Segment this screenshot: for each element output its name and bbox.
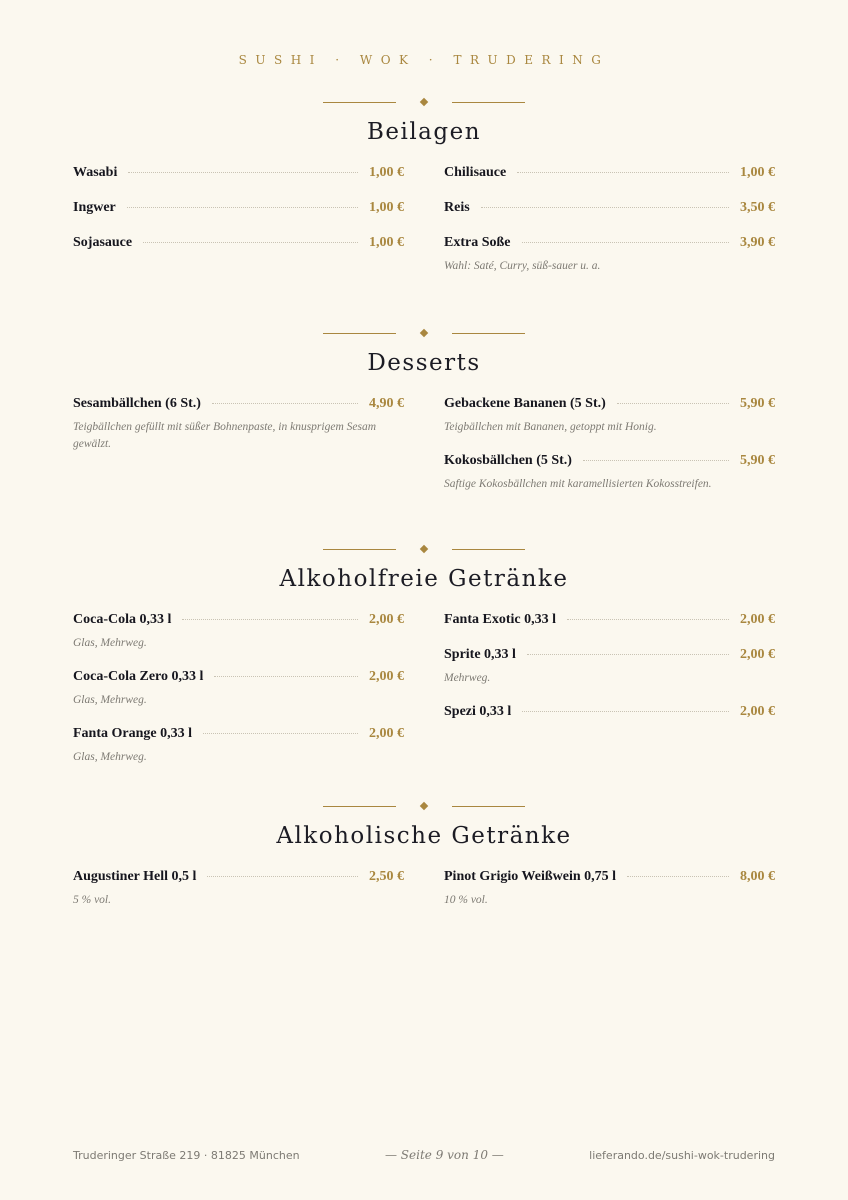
- menu-item-name: Chilisauce: [444, 165, 507, 180]
- footer-address: Truderinger Straße 219 · 81825 München: [73, 1148, 300, 1162]
- menu-column-right: [444, 869, 775, 926]
- menu-item-price: 8,00 €: [740, 869, 775, 884]
- menu-item-name: Coca-Cola 0,33 l: [73, 612, 172, 627]
- menu-item-name: Sojasauce: [73, 235, 133, 250]
- menu-item-price: 5,90 €: [740, 453, 775, 468]
- divider-line-left: [323, 806, 396, 807]
- menu-item-name: Pinot Grigio Weißwein 0,75 l: [444, 869, 617, 884]
- section-divider-ornament: [0, 328, 848, 340]
- menu-item: [444, 165, 775, 183]
- menu-item: [73, 669, 404, 709]
- menu-item-row: [444, 453, 775, 471]
- menu-item-row: [444, 235, 775, 253]
- menu-section: [0, 544, 848, 812]
- section-divider-ornament: [0, 801, 848, 813]
- dotted-leader: [522, 242, 730, 243]
- menu-item-name: Augustiner Hell 0,5 l: [73, 869, 197, 884]
- menu-item-price: 2,00 €: [369, 726, 404, 741]
- menu-item-description: Wahl: Saté, Curry, süß-sauer u. a.: [444, 260, 601, 272]
- divider-line-left: [323, 549, 396, 550]
- brand-name: SUSHI · WOK · TRUDERING: [238, 53, 610, 67]
- menu-item-price: 5,90 €: [740, 396, 775, 411]
- menu-item-description: Saftige Kokosbällchen mit karamellisierten Kokosstreifen.: [444, 478, 712, 490]
- menu-item-price: 2,00 €: [369, 612, 404, 627]
- divider-line-right: [452, 102, 525, 103]
- menu-item: [73, 165, 404, 183]
- menu-item-price: 3,50 €: [740, 200, 775, 215]
- menu-item-row: [444, 200, 775, 218]
- footer-url[interactable]: lieferando.de/sushi-wok-trudering: [589, 1148, 775, 1162]
- menu-item-description: Teigbällchen mit Bananen, getoppt mit Honig.: [444, 421, 657, 433]
- menu-item: [73, 396, 404, 453]
- menu-item: [444, 704, 775, 722]
- section-title: Desserts: [367, 350, 481, 376]
- menu-item: [444, 869, 775, 909]
- menu-item: [444, 200, 775, 218]
- menu-item: [73, 869, 404, 909]
- menu-column-right: [444, 396, 775, 510]
- menu-section: [0, 97, 848, 365]
- menu-column-left: [73, 612, 404, 783]
- dotted-leader: [517, 172, 729, 173]
- diamond-icon: [420, 545, 428, 553]
- section-divider-ornament: [0, 544, 848, 556]
- menu-item-description: Mehrweg.: [444, 672, 491, 684]
- menu-item: [73, 612, 404, 652]
- menu-item: [73, 200, 404, 218]
- menu-item-row: [73, 200, 404, 218]
- dotted-leader: [182, 619, 358, 620]
- dotted-leader: [617, 403, 729, 404]
- divider-line-right: [452, 333, 525, 334]
- menu-column-right: [444, 612, 775, 739]
- menu-item-name: Wasabi: [73, 165, 118, 180]
- menu-item-name: Fanta Exotic 0,33 l: [444, 612, 556, 627]
- menu-item-row: [73, 165, 404, 183]
- menu-item-price: 2,00 €: [369, 669, 404, 684]
- menu-item-row: [73, 869, 404, 887]
- dotted-leader: [583, 460, 729, 461]
- menu-item-description: 5 % vol.: [73, 894, 112, 906]
- divider-line-right: [452, 806, 525, 807]
- menu-item-price: 3,90 €: [740, 235, 775, 250]
- menu-item-row: [73, 612, 404, 630]
- page-number: — Seite 9 von 10 —: [384, 1148, 504, 1162]
- menu-item-name: Spezi 0,33 l: [444, 704, 512, 719]
- menu-column-left: [73, 165, 404, 270]
- dotted-leader: [212, 403, 358, 404]
- menu-item-name: Sprite 0,33 l: [444, 647, 516, 662]
- menu-column-left: [73, 396, 404, 470]
- dotted-leader: [627, 876, 729, 877]
- menu-item-price: 1,00 €: [369, 235, 404, 250]
- menu-item-row: [444, 612, 775, 630]
- section-title: Beilagen: [366, 119, 482, 145]
- menu-item-row: [73, 726, 404, 744]
- menu-item-name: Coca-Cola Zero 0,33 l: [73, 669, 204, 684]
- section-title: Alkoholfreie Getränke: [279, 566, 569, 592]
- menu-item-description: Glas, Mehrweg.: [73, 637, 147, 649]
- menu-item-name: Extra Soße: [444, 235, 511, 250]
- dotted-leader: [527, 654, 729, 655]
- menu-item-price: 4,90 €: [369, 396, 404, 411]
- menu-item-description: Teigbällchen gefüllt mit süßer Bohnenpaste, in knusprigem Sesam gewälzt.: [73, 421, 377, 450]
- menu-item-row: [444, 869, 775, 887]
- dotted-leader: [567, 619, 729, 620]
- menu-item: [444, 235, 775, 275]
- menu-column-left: [73, 869, 404, 926]
- section-title: Alkoholische Getränke: [276, 823, 572, 849]
- dotted-leader: [143, 242, 358, 243]
- dotted-leader: [127, 207, 358, 208]
- menu-item-price: 1,00 €: [369, 165, 404, 180]
- menu-item-row: [73, 669, 404, 687]
- menu-item-description: 10 % vol.: [444, 894, 488, 906]
- dotted-leader: [203, 733, 358, 734]
- dotted-leader: [207, 876, 358, 877]
- menu-item-description: Glas, Mehrweg.: [73, 694, 147, 706]
- menu-item-price: 2,00 €: [740, 647, 775, 662]
- menu-item-description: Glas, Mehrweg.: [73, 751, 147, 763]
- dotted-leader: [481, 207, 729, 208]
- menu-item-row: [444, 396, 775, 414]
- section-columns: [0, 869, 848, 1069]
- divider-line-left: [323, 102, 396, 103]
- dotted-leader: [214, 676, 358, 677]
- menu-item-price: 2,00 €: [740, 612, 775, 627]
- menu-item-row: [444, 704, 775, 722]
- menu-item: [73, 726, 404, 766]
- menu-item-name: Sesambällchen (6 St.): [73, 396, 201, 411]
- menu-item-row: [73, 235, 404, 253]
- menu-item: [73, 235, 404, 253]
- menu-item: [444, 647, 775, 687]
- menu-item-price: 2,00 €: [740, 704, 775, 719]
- menu-item-row: [73, 396, 404, 414]
- menu-item-price: 2,50 €: [369, 869, 404, 884]
- divider-line-right: [452, 549, 525, 550]
- menu-column-right: [444, 165, 775, 292]
- menu-item-row: [444, 165, 775, 183]
- divider-line-left: [323, 333, 396, 334]
- dotted-leader: [128, 172, 358, 173]
- menu-item-name: Fanta Orange 0,33 l: [73, 726, 192, 741]
- section-columns: [0, 612, 848, 812]
- diamond-icon: [420, 802, 428, 810]
- section-divider-ornament: [0, 97, 848, 109]
- menu-item: [444, 396, 775, 436]
- menu-section: [0, 801, 848, 1069]
- page-footer: [73, 1148, 775, 1162]
- menu-item-name: Reis: [444, 200, 470, 215]
- dotted-leader: [522, 711, 729, 712]
- menu-item-name: Ingwer: [73, 200, 116, 215]
- menu-item: [444, 612, 775, 630]
- menu-item-price: 1,00 €: [369, 200, 404, 215]
- menu-item-row: [444, 647, 775, 665]
- menu-item-name: Kokosbällchen (5 St.): [444, 453, 572, 468]
- diamond-icon: [420, 329, 428, 337]
- menu-item: [444, 453, 775, 493]
- diamond-icon: [420, 98, 428, 106]
- menu-item-name: Gebackene Bananen (5 St.): [444, 396, 606, 411]
- menu-item-price: 1,00 €: [740, 165, 775, 180]
